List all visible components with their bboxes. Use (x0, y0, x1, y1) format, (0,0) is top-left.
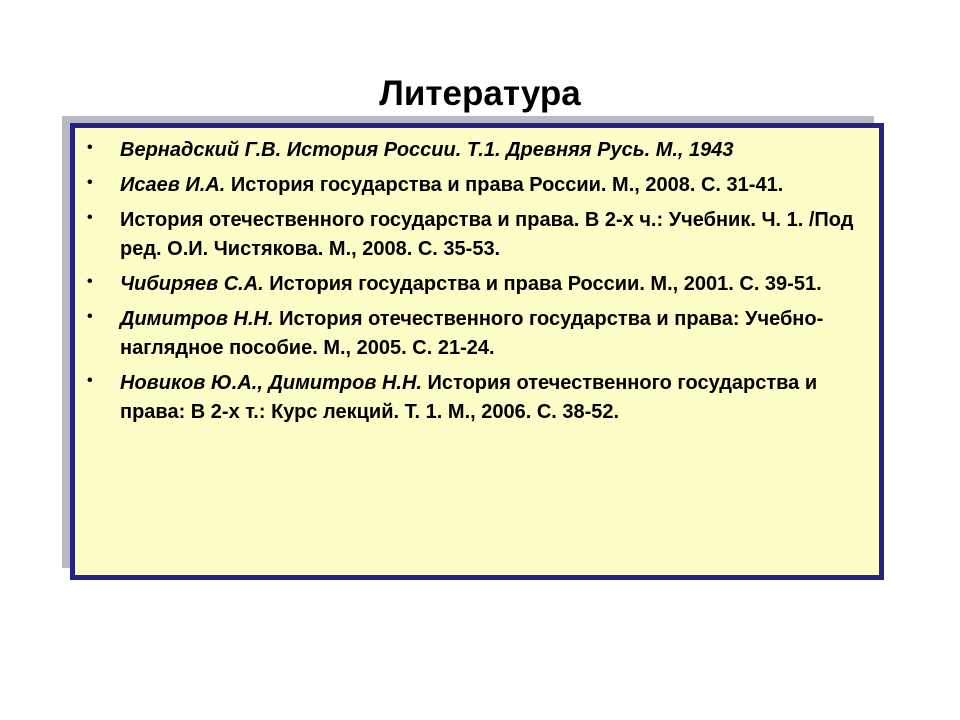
references-list (75, 136, 879, 433)
list-item (75, 136, 879, 165)
reference-author: Вернадский Г.В. История России. Т.1. Древняя Русь. М., 1943 (120, 139, 734, 161)
reference-author: Чибиряев С.А. (120, 273, 264, 295)
slide-title: Литература (379, 74, 581, 113)
list-item (75, 206, 879, 264)
bullet-icon: • (87, 209, 93, 226)
reference-text: История государства и права России. М., 2001. С. 39-51. (263, 273, 822, 295)
reference-author: Исаев И.А. (120, 174, 226, 196)
reference-author: Димитров Н.Н. (120, 308, 274, 330)
reference-text: История отечественного государства и права. В 2-х ч.: Учебник. Ч. 1. /Под ред. О.И. Чистякова. М., 2008. С. 35-53. (120, 209, 854, 260)
reference-text: История отечественного государства и права: В 2-х т.: Курс лекций. Т. 1. М., 2006. С. 38-52. (120, 372, 818, 423)
list-item (75, 171, 879, 200)
references-box (70, 123, 884, 580)
reference-author: Новиков Ю.А., Димитров Н.Н. (120, 372, 422, 394)
reference-text: История отечественного государства и права: Учебно-наглядное пособие. М., 2005. С. 21-24. (120, 308, 824, 359)
bullet-icon: • (87, 273, 93, 290)
list-item (75, 305, 879, 363)
bullet-icon: • (87, 139, 93, 156)
list-item (75, 270, 879, 299)
reference-text: История государства и права России. М., 2008. С. 31-41. (225, 174, 784, 196)
bullet-icon: • (87, 372, 93, 389)
bullet-icon: • (87, 174, 93, 191)
list-item (75, 369, 879, 427)
bullet-icon: • (87, 308, 93, 325)
